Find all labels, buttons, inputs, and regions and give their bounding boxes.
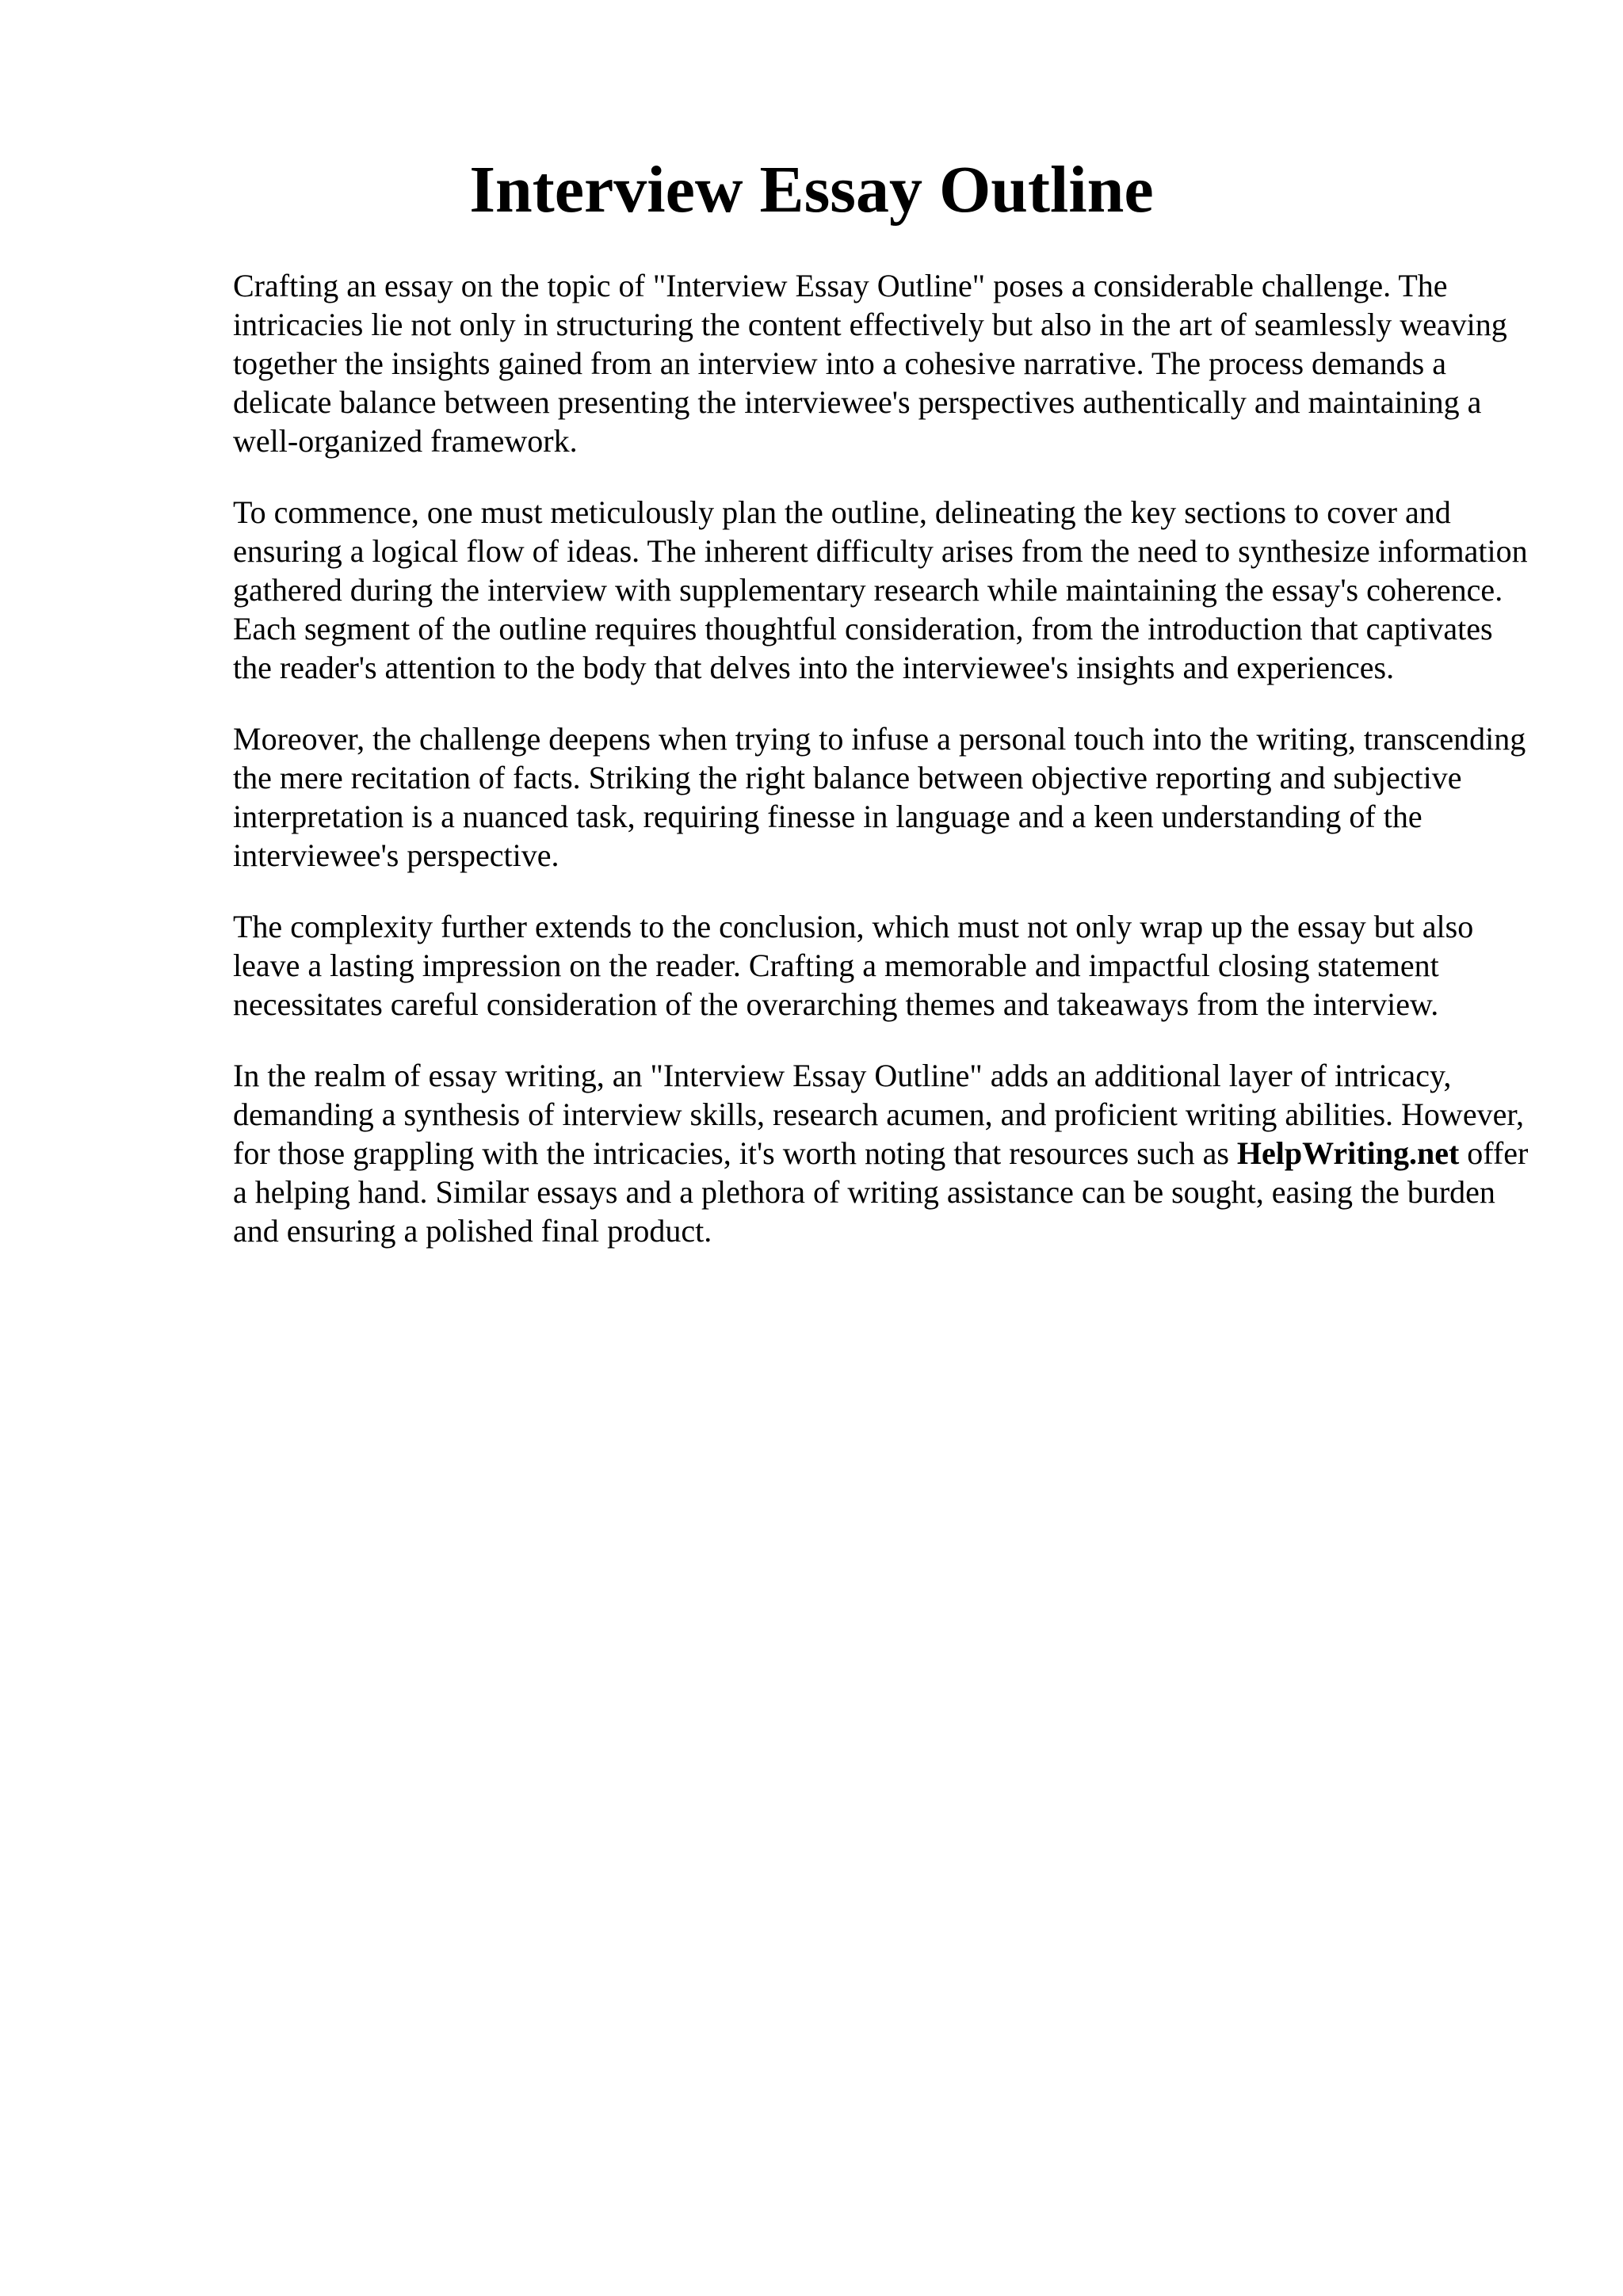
paragraph-5-outro: offer a helping hand. Similar essays and a plethora of writing assistance can be sought, easing the burden and ensuring a polished final product. (233, 1135, 1529, 1249)
document-title: Interview Essay Outline (469, 153, 1154, 227)
paragraph-3: Moreover, the challenge deepens when trying to infuse a personal touch into the writing, transcending the mere recitation of facts. Striking the right balance between objective reporting and subjective interpretation is a nuanced task, requiring finesse in language and a keen understanding of the interviewee's perspective. (233, 721, 1526, 873)
paragraph-1: Crafting an essay on the topic of "Interview Essay Outline" poses a considerable challenge. The intricacies lie not only in structuring the content effectively but also in the art of seamlessly weaving together the insights gained from an interview into a cohesive narrative. The process demands a delicate balance between presenting the interviewee's perspectives authentically and maintaining a well-organized framework. (233, 268, 1507, 459)
brand-name: HelpWriting.net (1236, 1135, 1460, 1171)
paragraph-5-intro: In the realm of essay writing, an "Interview Essay Outline" adds an additional layer of intricacy, demanding a synthesis of interview skills, research acumen, and proficient writing abilities. However, for those grappling with the intricacies, it's worth noting that resources such as (233, 1058, 1525, 1171)
paragraph-2: To commence, one must meticulously plan the outline, delineating the key sections to cover and ensuring a logical flow of ideas. The inherent difficulty arises from the need to synthesize information gathered during the interview with supplementary research while maintaining the essay's coherence. Each segment of the outline requires thoughtful consideration, from the introduction that captivates the reader's attention to the body that delves into the interviewee's insights and experiences. (233, 494, 1528, 685)
paragraph-4: The complexity further extends to the conclusion, which must not only wrap up the essay but also leave a lasting impression on the reader. Crafting a memorable and impactful closing statement necessitates careful consideration of the overarching themes and takeaways from the interview. (233, 909, 1474, 1022)
paragraph-5 (233, 1056, 1533, 1250)
document-body (233, 266, 1533, 1283)
